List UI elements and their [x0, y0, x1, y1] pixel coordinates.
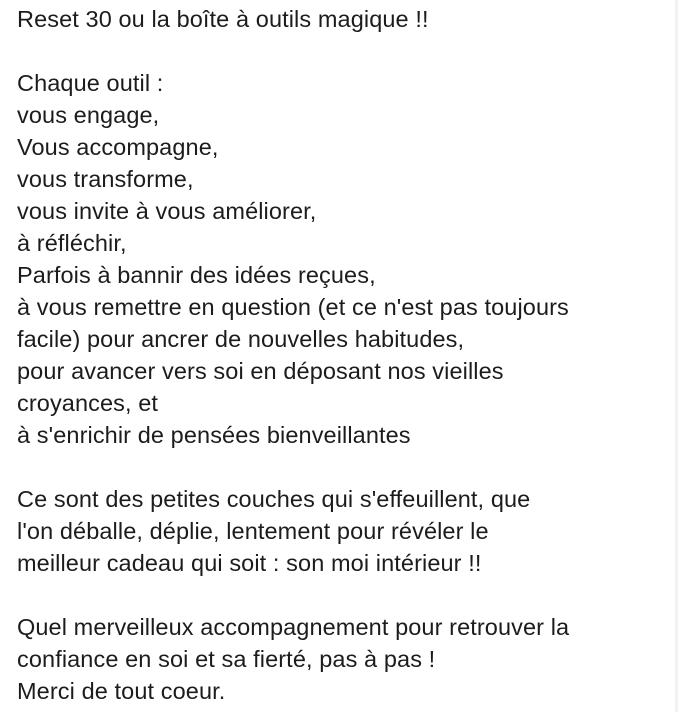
list-line: vous invite à vous améliorer, [17, 198, 317, 224]
paragraph-spacer [17, 451, 672, 483]
list-line: à s'enrichir de pensées bienveillantes [17, 422, 411, 448]
paragraph-line: meilleur cadeau qui soit : son moi intérieur !! [17, 550, 482, 576]
list-line: Parfois à bannir des idées reçues, [17, 262, 376, 288]
list-line: vous engage, [17, 102, 160, 128]
closing-line: Merci de tout coeur. [17, 678, 226, 704]
paragraph-spacer [17, 579, 672, 611]
list-line: facile) pour ancrer de nouvelles habitudes, [17, 326, 465, 352]
message-title: Reset 30 ou la boîte à outils magique !! [17, 6, 429, 32]
paragraph-line: l'on déballe, déplie, lentement pour révéler le [17, 518, 489, 544]
message-body [17, 3, 672, 707]
list-line: pour avancer vers soi en déposant nos vieilles [17, 358, 504, 384]
list-line: à vous remettre en question (et ce n'est pas toujours [17, 294, 569, 320]
list-line: à réfléchir, [17, 230, 127, 256]
list-line: vous transforme, [17, 166, 194, 192]
paragraph-line: confiance en soi et sa fierté, pas à pas ! [17, 646, 436, 672]
list-line: croyances, et [17, 390, 159, 416]
message-intro: Chaque outil : [17, 70, 164, 96]
paragraph-spacer [17, 35, 672, 67]
paragraph-line: Quel merveilleux accompagnement pour retrouver la [17, 614, 570, 640]
paragraph-line: Ce sont des petites couches qui s'effeuillent, que [17, 486, 531, 512]
list-line: Vous accompagne, [17, 134, 219, 160]
